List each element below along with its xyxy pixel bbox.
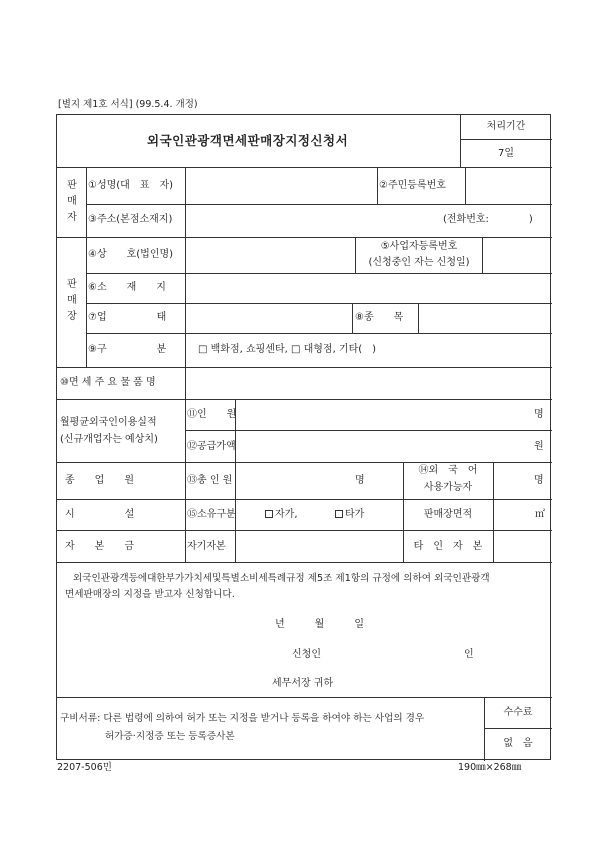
- resident-number-label: ②주민등록번호: [379, 180, 446, 191]
- representative-name-field[interactable]: [186, 168, 376, 203]
- rule: [86, 167, 87, 367]
- category-label: ⑨구 분: [88, 344, 167, 355]
- location-field[interactable]: [186, 274, 551, 302]
- store-area-unit: ㎡: [535, 509, 545, 520]
- total-staff-field[interactable]: [236, 463, 346, 498]
- statement-line-2: 면세판매장의 지정을 받고자 신청합니다.: [65, 589, 235, 600]
- capital-label: 자 본 금: [65, 541, 134, 552]
- form-title: 외국인관광객면세판매장지정신청서: [147, 133, 349, 148]
- rule: [57, 562, 552, 563]
- fee-label: 수수료: [503, 707, 533, 718]
- foreign-language-staff-unit: 명: [534, 475, 544, 486]
- foreign-language-staff-label: ⑭외 국 어: [418, 465, 478, 476]
- supply-value-field[interactable]: [236, 431, 536, 461]
- address-field[interactable]: [186, 205, 436, 236]
- rule: [484, 728, 552, 729]
- rule: [460, 139, 552, 140]
- processing-period-label: 처리기간: [486, 121, 526, 132]
- statement-line-1: 외국인관광객등에대한부가가치세및특별소비세특례규정 제5조 제1항의 규정에 의하여 외국인관광객: [73, 573, 490, 584]
- required-documents: 구비서류: 다른 법령에 의하여 허가 또는 지정을 받거나 등록을 하여야 하는 사업의 경우: [60, 713, 425, 724]
- main-goods-label: ⑩면 세 주 요 물 품 명: [60, 377, 156, 388]
- paper-size: 190㎜×268㎜: [458, 762, 522, 773]
- category-options[interactable]: □ 백화점, 쇼핑센타, □ 대형점, 기타( ): [198, 344, 377, 355]
- monthly-usage-label: 월평균외국인이용실적: [60, 417, 157, 428]
- total-staff-unit: 명: [355, 475, 365, 486]
- visitors-unit: 명: [534, 409, 544, 420]
- form-number-note: [별지 제1호 서식] (99.5.4. 개정): [58, 99, 198, 110]
- foreign-language-staff-label-2: 사용가능자: [423, 482, 473, 493]
- rule: [57, 697, 552, 698]
- rented-checkbox[interactable]: [335, 510, 343, 518]
- item-field[interactable]: [419, 304, 551, 332]
- resident-number-field[interactable]: [466, 168, 551, 203]
- ownership-label: ⑮소유구분: [187, 509, 236, 520]
- fee-value: 없 음: [503, 738, 533, 749]
- rented-option[interactable]: 타가: [335, 509, 364, 521]
- trade-name-label: ④상 호(법인명): [88, 249, 174, 260]
- rule: [86, 333, 552, 334]
- foreign-language-staff-field[interactable]: [494, 463, 534, 498]
- other-capital-label: 타 인 자 본: [413, 541, 483, 552]
- applicant-name-field[interactable]: [327, 645, 457, 661]
- supply-value-label: ⑫공급가액: [187, 441, 236, 452]
- store-area-label: 판매장면적: [423, 509, 473, 520]
- rule: [377, 167, 378, 204]
- phone-label: (전화번호: ): [443, 214, 533, 225]
- store-area-field[interactable]: [494, 500, 534, 529]
- business-registration-note: (신청중인 자는 신청일): [368, 257, 470, 268]
- representative-name-label: ①성명(대 표 자): [88, 180, 174, 191]
- processing-period-value: 7일: [497, 148, 515, 159]
- owned-option[interactable]: 자가,: [265, 509, 298, 521]
- facility-label: 시 설: [65, 509, 135, 520]
- applicant-label: 신청인: [292, 649, 321, 660]
- visitors-field[interactable]: [236, 400, 536, 429]
- address-label: ③주소(본점소재지): [88, 214, 173, 225]
- supply-value-unit: 원: [534, 441, 544, 452]
- application-date: 년 월 일: [275, 619, 364, 630]
- total-staff-label: ⑬총 인 원: [187, 475, 233, 486]
- business-registration-field[interactable]: [483, 238, 551, 272]
- rule: [352, 303, 353, 333]
- seal-mark: 인: [464, 649, 474, 660]
- addressee: 세무서장 귀하: [272, 678, 334, 689]
- item-label: ⑧종 목: [355, 312, 404, 323]
- visitors-label: ⑪인 원: [187, 409, 237, 420]
- required-documents-2: 허가증·지정증 또는 등록증사본: [105, 731, 235, 742]
- business-type-label: ⑦업 태: [88, 312, 167, 323]
- application-form: [56, 114, 551, 760]
- own-capital-label: 자기자본: [187, 541, 226, 552]
- trade-name-field[interactable]: [186, 238, 354, 272]
- owned-checkbox[interactable]: [265, 510, 273, 518]
- other-capital-field[interactable]: [494, 531, 551, 561]
- main-goods-field[interactable]: [186, 368, 551, 398]
- employees-label: 종 업 원: [65, 475, 134, 486]
- form-code: 2207-506민: [57, 762, 112, 773]
- store-section-label: 판 매 장: [67, 279, 77, 322]
- seller-section-label: 판 매 자: [67, 180, 77, 223]
- location-label: ⑥소 재 지: [88, 282, 166, 293]
- business-type-field[interactable]: [186, 304, 351, 332]
- own-capital-field[interactable]: [236, 531, 402, 561]
- business-registration-label: ⑤사업자등록번호: [380, 241, 458, 252]
- rule: [57, 499, 552, 500]
- monthly-usage-note: (신규개업자는 예상치): [60, 434, 158, 445]
